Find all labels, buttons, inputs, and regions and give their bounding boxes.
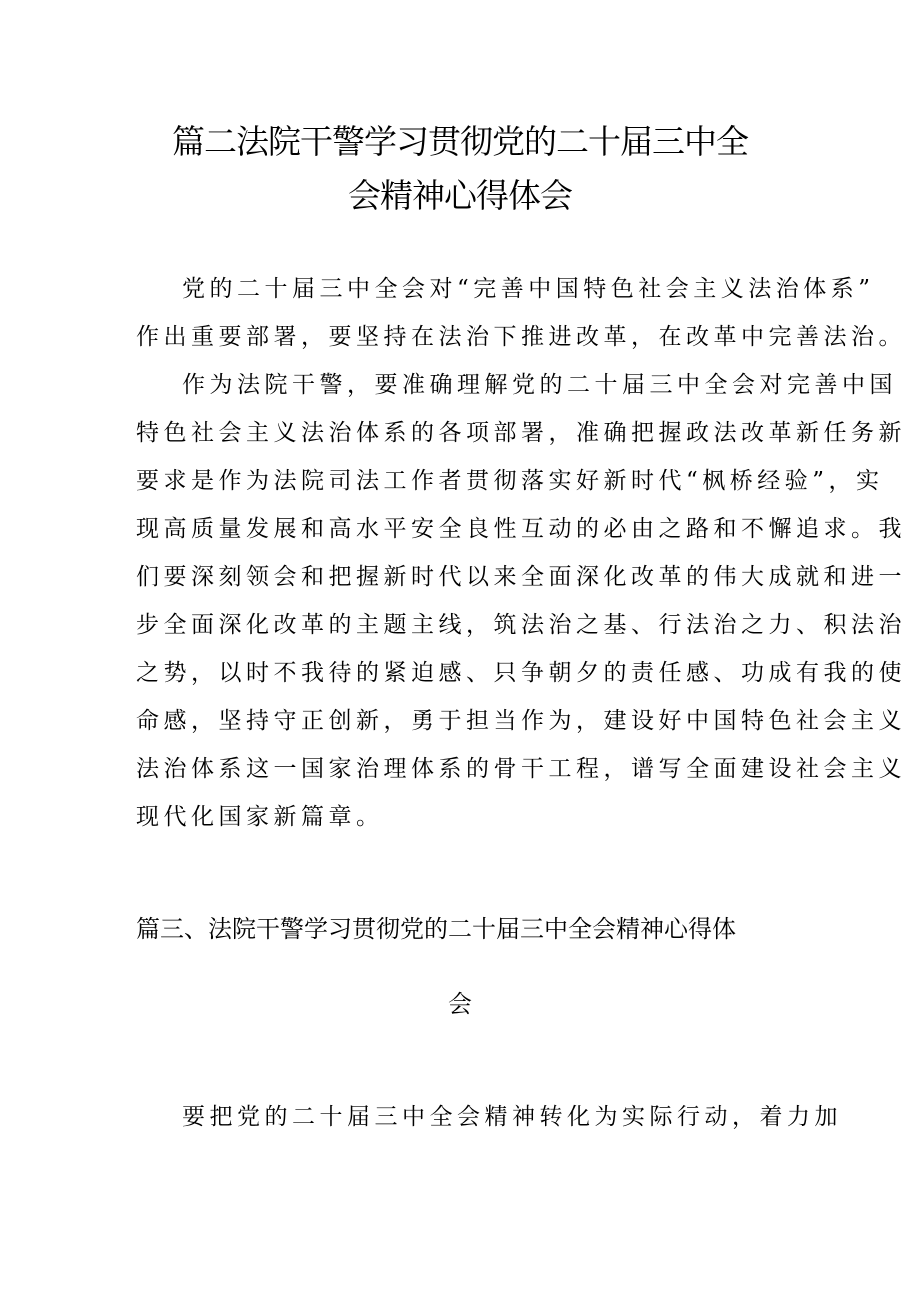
paragraph-2-line: 要求是作为法院司法工作者贯彻落实好新时代“枫桥经验”，实 xyxy=(136,468,884,494)
paragraph-1-line: 党的二十届三中全会对“完善中国特色社会主义法治体系” xyxy=(182,276,875,302)
section-3-title-line-1: 篇三、法院干警学习贯彻党的二十届三中全会精神心得体 xyxy=(136,915,736,943)
paragraph-2-line: 作为法院干警，要准确理解党的二十届三中全会对完善中国 xyxy=(182,372,897,398)
paragraph-1-line: 作出重要部署，要坚持在法治下推进改革，在改革中完善法治。 xyxy=(136,324,906,350)
paragraph-2-line: 法治体系这一国家治理体系的骨干工程，谱写全面建设社会主义 xyxy=(136,756,906,782)
paragraph-2-line: 命感，坚持守正创新，勇于担当作为，建设好中国特色社会主义 xyxy=(136,708,906,734)
paragraph-2-line: 们要深刻领会和把握新时代以来全面深化改革的伟大成就和进一 xyxy=(136,564,906,590)
section-3-title-line-2: 会 xyxy=(448,990,472,1018)
document-title-line-2: 会精神心得体会 xyxy=(348,176,572,215)
paragraph-2-line: 之势，以时不我待的紧迫感、只争朝夕的责任感、功成有我的使 xyxy=(136,660,906,686)
paragraph-2-line: 步全面深化改革的主题主线，筑法治之基、行法治之力、积法治 xyxy=(136,612,906,638)
paragraph-2-line: 特色社会主义法治体系的各项部署，准确把握政法改革新任务新 xyxy=(136,420,906,446)
document-title-line-1: 篇二法院干警学习贯彻党的二十届三中全 xyxy=(172,122,748,161)
paragraph-3-line: 要把党的二十届三中全会精神转化为实际行动，着力加 xyxy=(182,1104,842,1130)
paragraph-2-line: 现高质量发展和高水平安全良性互动的必由之路和不懈追求。我 xyxy=(136,516,906,542)
paragraph-2-line: 现代化国家新篇章。 xyxy=(136,804,384,830)
